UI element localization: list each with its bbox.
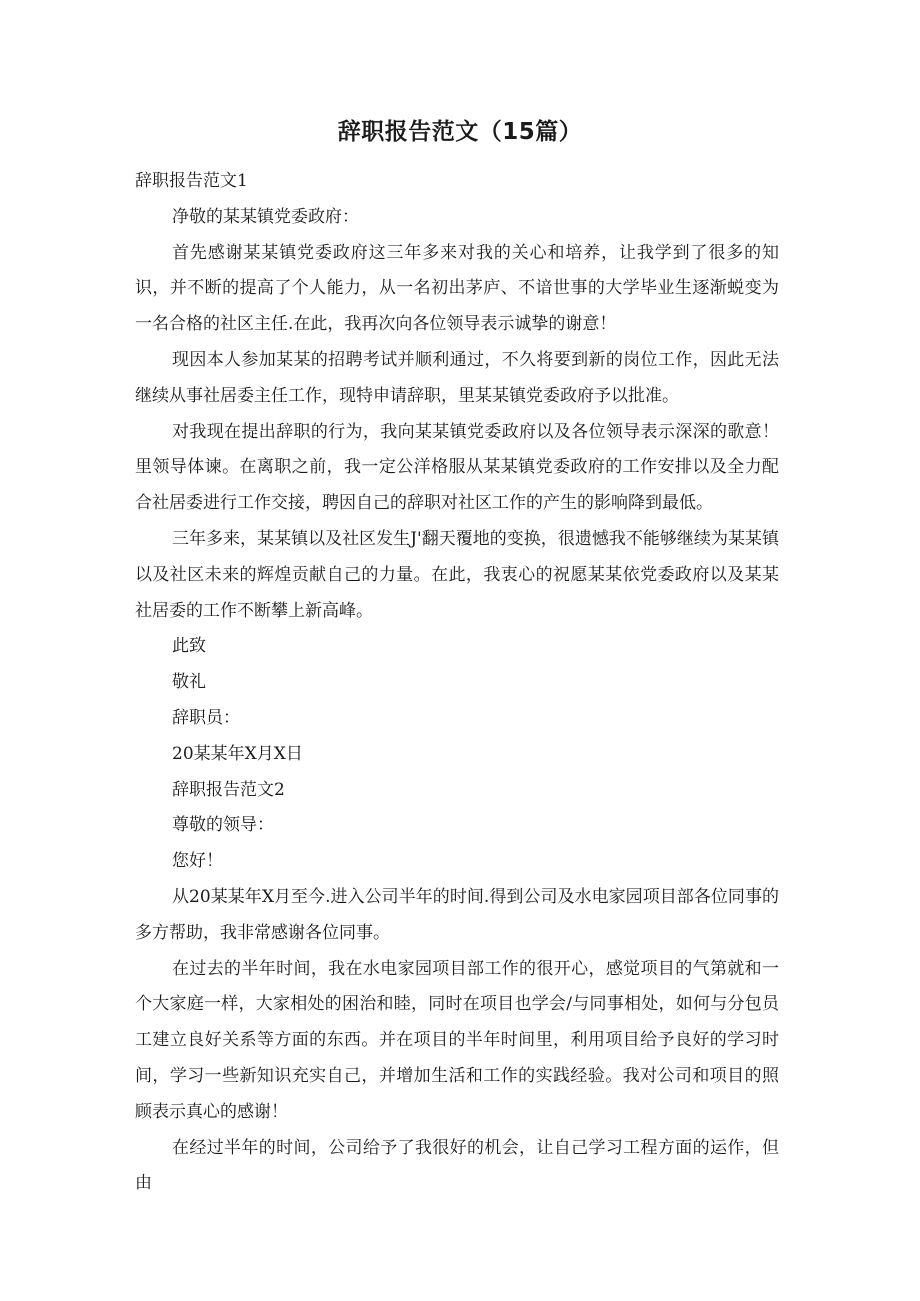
body-paragraph: 从20某某年X月至今.进入公司半年的时间.得到公司及水电家园项目部各位同事的多方帮助，我非常感谢各位同事。 xyxy=(135,886,779,943)
document-body xyxy=(135,164,779,1202)
body-paragraph: 在经过半年的时间，公司给予了我很好的机会，让自己学习工程方面的运作，但由 xyxy=(135,1137,779,1194)
section-heading-2: 辞职报告范文2 xyxy=(172,779,285,800)
document-title: 辞职报告范文（15篇） xyxy=(337,119,583,145)
closing-line: 此致 xyxy=(172,636,206,657)
date-line: 20某某年X月X日 xyxy=(172,743,303,764)
salutation: 净敬的某某镇党委政府： xyxy=(172,206,359,227)
greeting: 您好！ xyxy=(172,851,223,872)
closing-regards: 敬礼 xyxy=(172,672,206,693)
body-paragraph: 三年多来，某某镇以及社区发生J'翻天覆地的变换，很遗憾我不能够继续为某某镇以及社区未来的辉煌贡献自己的力量。在此，我衷心的祝愿某某依党委政府以及某某社居委的工作不断攀上新高峰。 xyxy=(135,528,779,621)
section-heading-1: 辞职报告范文1 xyxy=(135,171,248,191)
body-paragraph: 在过去的半年时间，我在水电家园项目部工作的很开心，感觉项目的气第就和一个大家庭一样，大家相处的困治和睦，同时在项目也学会/与同事相处，如何与分包员工建立良好关系等方面的东西。并在项目的半年时间里，利用项目给予良好的学习时间，学习一些新知识充实自己，并增加生活和工作的实践经验。我对公司和项目的照顾表示真心的感谢！ xyxy=(135,958,779,1122)
body-paragraph: 对我现在提出辞职的行为，我向某某镇党委政府以及各位领导表示深深的歌意！里领导体谏。在离职之前，我一定公洋格服从某某镇党委政府的工作安排以及全力配合社居委进行工作交接，聘因自己的辞职对社区工作的产生的影响降到最低。 xyxy=(135,421,779,514)
signature-line: 辞职员： xyxy=(172,707,240,728)
salutation: 尊敬的领导： xyxy=(172,815,274,836)
body-paragraph: 首先感谢某某镇党委政府这三年多来对我的关心和培养，让我学到了很多的知识，并不断的提高了个人能力，从一名初出茅庐、不谙世事的大学毕业生逐渐蜕变为一名合格的社区主任.在此，我再次向各位领导表示诚挚的谢意！ xyxy=(135,242,779,335)
body-paragraph: 现因本人参加某某的招聘考试并顺利通过，不久将要到新的岗位工作，因此无法继续从事社居委主任工作，现特申请辞职，里某某镇党委政府予以批准。 xyxy=(135,349,779,406)
